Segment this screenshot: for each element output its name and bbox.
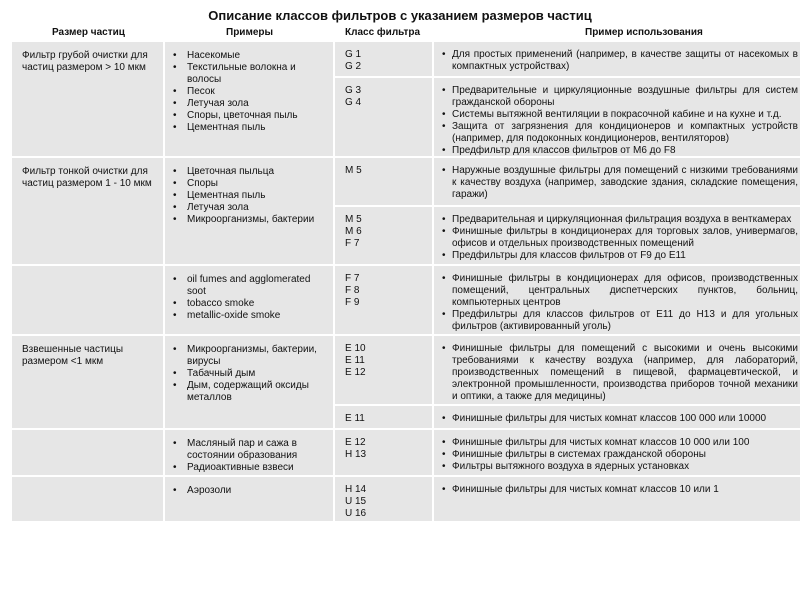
examples-cell-5: [165, 477, 333, 521]
class-code: F 9: [345, 297, 360, 308]
usage-item: • Финишные фильтры для чистых комнат классов 100 000 или 10000: [442, 413, 798, 425]
class-cell-2-0: [335, 266, 432, 334]
class-code: E 11: [345, 355, 365, 366]
class-code: M 5: [345, 165, 362, 176]
class-code: U 16: [345, 508, 367, 519]
usage-item: • Финишные фильтры для помещений с высокими и очень высокими требованиями к качеству воздуха (например, для лабораторий, производственных помещений в пищевой, фармацевтической, и электронной промышленности, производства приборов точной механики и оптики, а также для медицины): [442, 343, 798, 403]
class-code: U 15: [345, 496, 367, 507]
class-code: E 11: [345, 413, 365, 424]
list-item: • Цементная пыль: [171, 122, 327, 134]
header-class: Класс фильтра: [345, 27, 421, 38]
usage-cell-2-0: [434, 266, 800, 334]
class-code: H 14: [345, 484, 367, 495]
usage-item: • Предфильтры для классов фильтров от F9 до E11: [442, 250, 798, 262]
class-code: F 7: [345, 238, 360, 249]
examples-cell-3: [165, 336, 333, 428]
examples-list: [171, 166, 327, 226]
examples-list: [171, 344, 327, 404]
header-usage: Пример использования: [585, 27, 703, 38]
usage-cell-3-1: [434, 406, 800, 428]
class-code: E 10: [345, 343, 366, 354]
list-item: • Песок: [171, 86, 327, 98]
list-item: • Радиоактивные взвеси: [171, 462, 327, 474]
usage-item: • Финишные фильтры в системах гражданской обороны: [442, 449, 798, 461]
class-code: G 4: [345, 97, 362, 108]
usage-item: • Системы вытяжной вентиляции в покрасочной кабине и на кухне и т.д.: [442, 109, 798, 121]
class-cell-3-0: [335, 336, 432, 404]
usage-item: • Предварительная и циркуляционная фильтрация воздуха в венткамерах: [442, 214, 798, 226]
examples-list: [171, 485, 327, 497]
size-cell-2: [12, 266, 163, 334]
usage-item: • Предфильтр для классов фильтров от М6 до F8: [442, 145, 798, 156]
list-item: • Цементная пыль: [171, 190, 327, 202]
list-item: • Летучая зола: [171, 98, 327, 110]
list-item: • Споры: [171, 178, 327, 190]
class-code: H 13: [345, 449, 367, 460]
class-code: G 1: [345, 49, 362, 60]
usage-item: • Защита от загрязнения для кондиционеров и компактных устройств (например, для подоконных кондиционеров, вентиляторов): [442, 121, 798, 145]
class-code: F 8: [345, 285, 360, 296]
page-title: Описание классов фильтров с указанием размеров частиц: [208, 8, 592, 23]
usage-item: • Наружные воздушные фильтры для помещений с низкими требованиями к качеству воздуха (например, заводские здания, складские помещения, гаражи): [442, 165, 798, 201]
size-label: Фильтр грубой очистки для частиц размером > 10 мкм: [22, 50, 148, 73]
list-item: • Текстильные волокна и волосы: [171, 62, 327, 86]
list-item: • tobacco smoke: [171, 298, 327, 310]
header-examples: Примеры: [226, 27, 274, 38]
usage-cell-4-0: [434, 430, 800, 475]
examples-list: [171, 274, 327, 322]
list-item: • Табачный дым: [171, 368, 327, 380]
size-cell-4: [12, 430, 163, 475]
usage-item: • Финишные фильтры в кондиционерах для офисов, производственных помещений, центральных диспетчерских пунктов, больниц, компьютерных центров: [442, 273, 798, 309]
class-cell-0-1: [335, 78, 432, 156]
usage-item: • Для простых применений (например, в качестве защиты от насекомых в компактных устройствах): [442, 49, 798, 73]
examples-cell-0: [165, 42, 333, 156]
header-size: Размер частиц: [52, 27, 125, 38]
usage-item: • Финишные фильтры для чистых комнат классов 10 000 или 100: [442, 437, 798, 449]
examples-list: [171, 438, 327, 474]
class-code: G 2: [345, 61, 362, 72]
usage-cell-0-1: [434, 78, 800, 156]
class-code: E 12: [345, 367, 366, 378]
list-item: • Аэрозоли: [171, 485, 327, 497]
list-item: • Споры, цветочная пыль: [171, 110, 327, 122]
usage-item: • Предфильтры для классов фильтров от E11 до H13 и для угольных фильтров (активированный уголь): [442, 309, 798, 333]
size-cell-5: [12, 477, 163, 521]
list-item: • metallic-oxide smoke: [171, 310, 327, 322]
usage-item: • Предварительные и циркуляционные воздушные фильтры для систем гражданской обороны: [442, 85, 798, 109]
class-code: M 6: [345, 226, 362, 237]
examples-list: [171, 50, 327, 134]
list-item: • oil fumes and agglomerated soot: [171, 274, 327, 298]
examples-cell-2: [165, 266, 333, 334]
usage-item: • Фильтры вытяжного воздуха в ядерных установках: [442, 461, 798, 473]
list-item: • Летучая зола: [171, 202, 327, 214]
class-cell-3-1: [335, 406, 432, 428]
class-cell-4-0: [335, 430, 432, 475]
usage-cell-3-0: [434, 336, 800, 404]
size-label: Взвешенные частицы размером <1 мкм: [22, 344, 124, 367]
class-cell-5-0: [335, 477, 432, 521]
examples-cell-1: [165, 158, 333, 264]
class-cell-1-1: [335, 207, 432, 264]
usage-item: • Финишные фильтры для чистых комнат классов 10 или 1: [442, 484, 798, 496]
usage-cell-0-0: [434, 42, 800, 76]
size-cell-3: [12, 336, 163, 428]
size-cell-0: [12, 42, 163, 156]
list-item: • Дым, содержащий оксиды металлов: [171, 380, 327, 404]
class-cell-0-0: [335, 42, 432, 76]
class-code: E 12: [345, 437, 366, 448]
list-item: • Микроорганизмы, бактерии, вирусы: [171, 344, 327, 368]
list-item: • Насекомые: [171, 50, 327, 62]
class-cell-1-0: [335, 158, 432, 205]
usage-cell-5-0: [434, 477, 800, 521]
usage-item: • Финишные фильтры в кондиционерах для торговых залов, универмагов, офисов и отдельных производственных помещений: [442, 226, 798, 250]
list-item: • Цветочная пыльца: [171, 166, 327, 178]
size-label: Фильтр тонкой очистки для частиц размером 1 - 10 мкм: [22, 166, 152, 189]
class-code: M 5: [345, 214, 362, 225]
examples-cell-4: [165, 430, 333, 475]
list-item: • Микроорганизмы, бактерии: [171, 214, 327, 226]
size-cell-1: [12, 158, 163, 264]
usage-cell-1-0: [434, 158, 800, 205]
list-item: • Масляный пар и сажа в состоянии образования: [171, 438, 327, 462]
class-code: F 7: [345, 273, 360, 284]
class-code: G 3: [345, 85, 362, 96]
usage-cell-1-1: [434, 207, 800, 264]
